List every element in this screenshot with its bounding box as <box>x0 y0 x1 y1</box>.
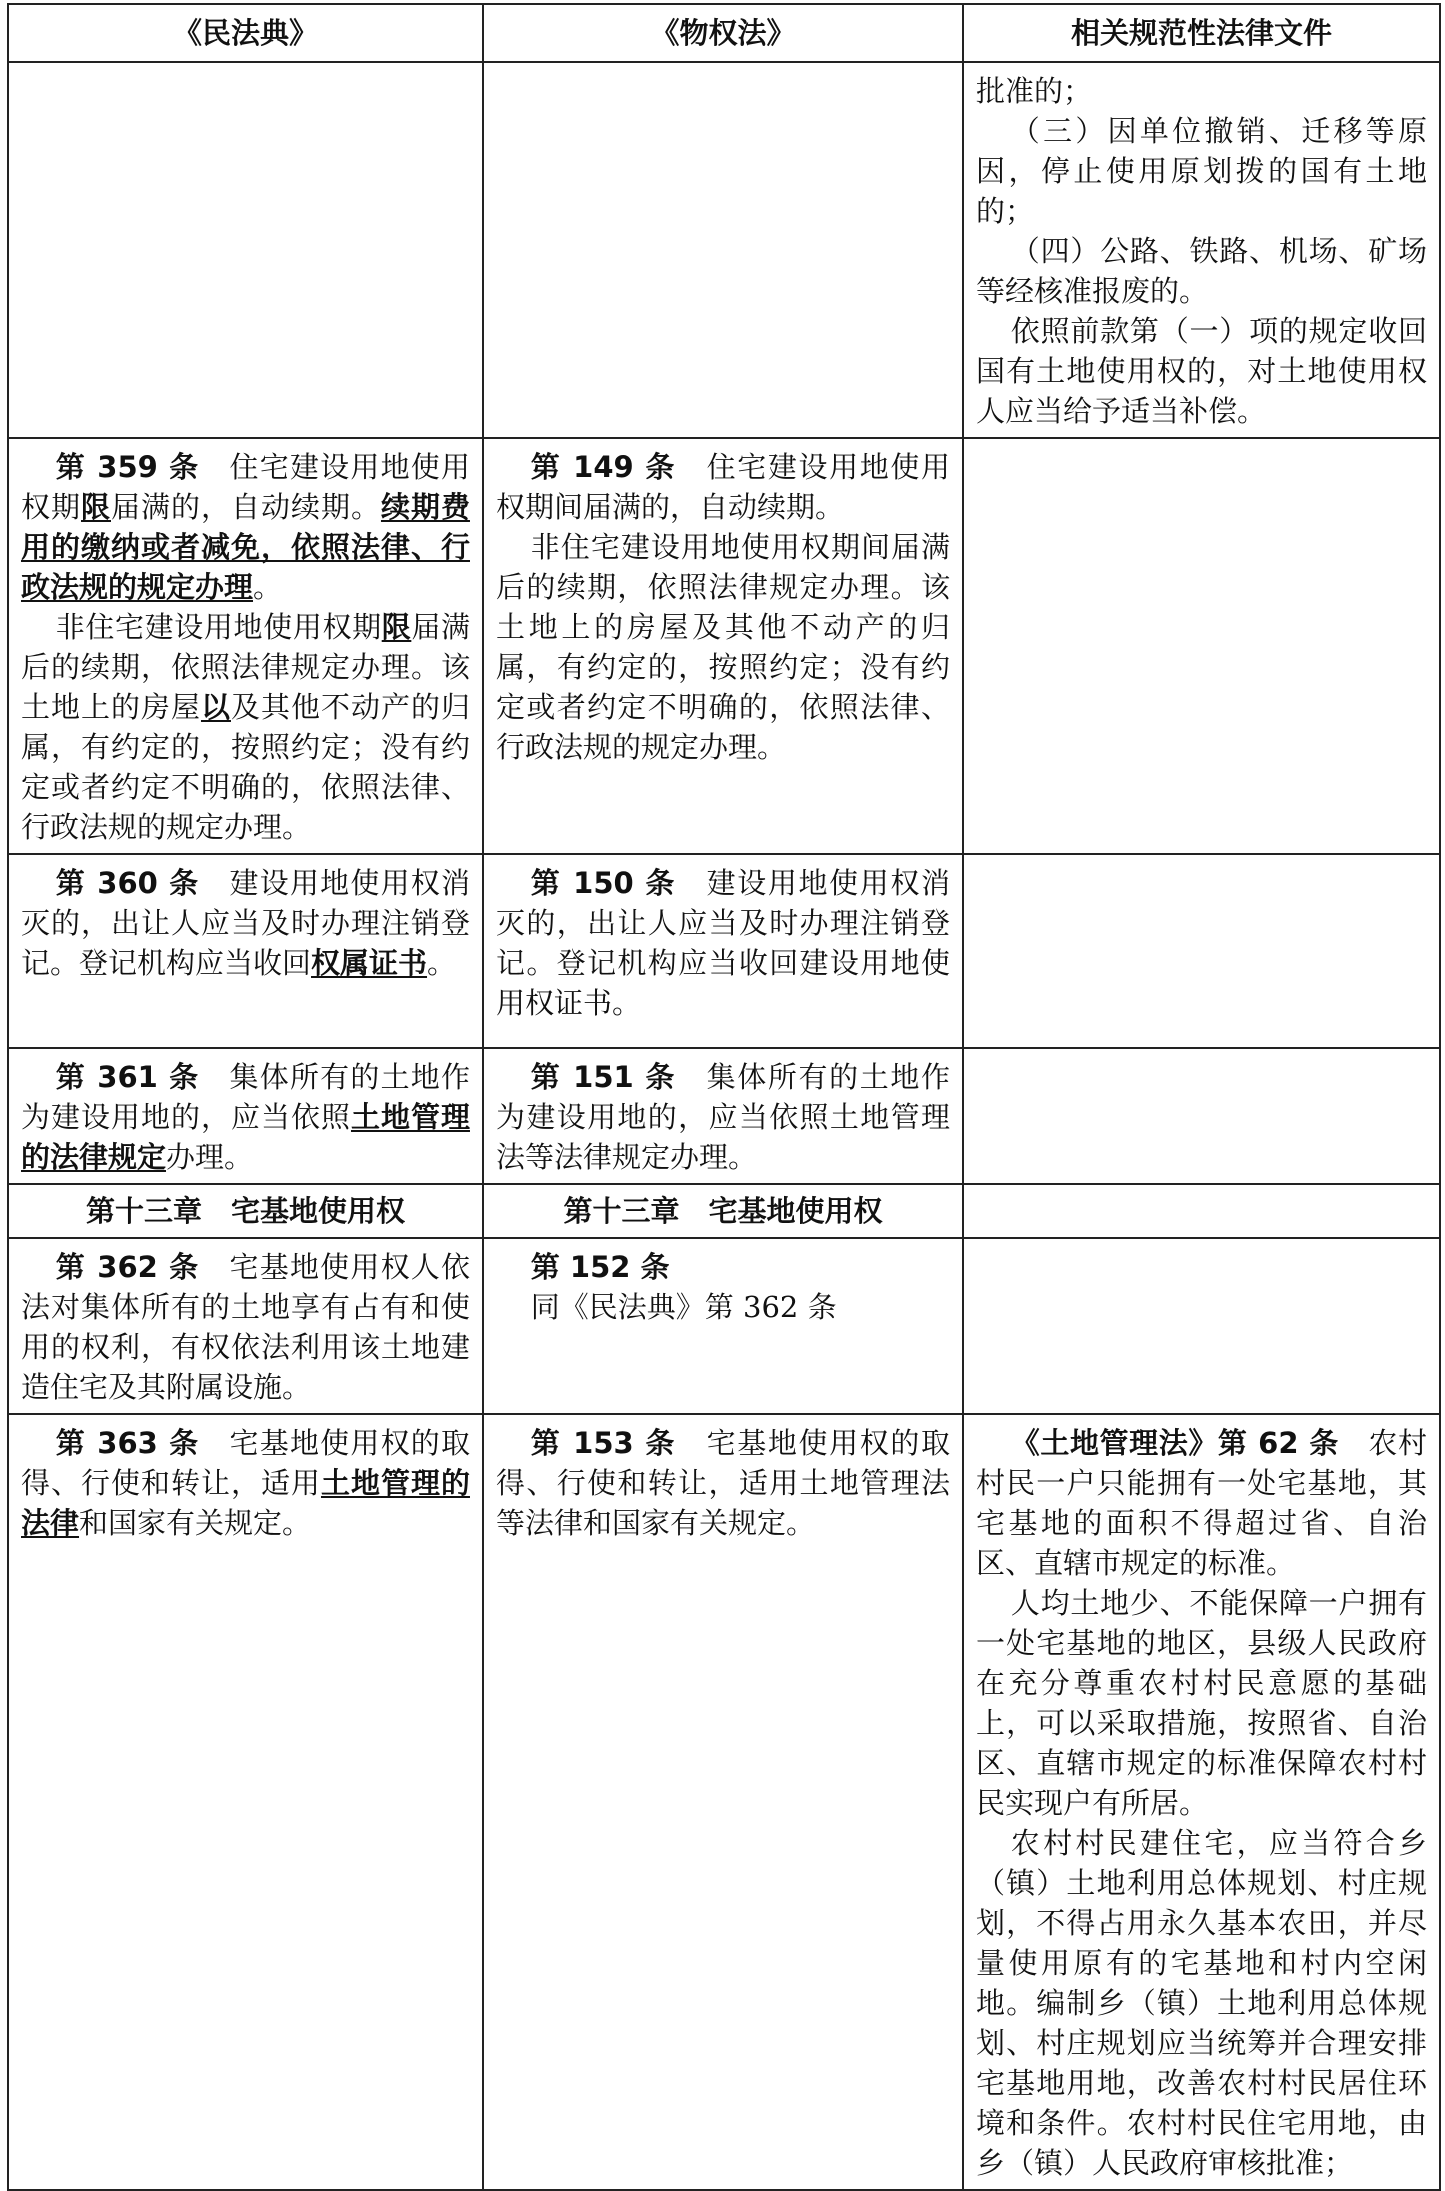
chapter-heading: 第十三章 宅基地使用权 <box>8 1184 483 1238</box>
article-number: 第 152 条 <box>530 1250 670 1284</box>
text: 住宅建设用地使用权期间届满的，自动续期。 <box>496 450 950 524</box>
cell-property-law <box>483 62 963 438</box>
paragraph <box>21 863 470 983</box>
text: 集体所有的土地作为建设用地的，应当依照 <box>21 1060 470 1134</box>
cell-related-documents <box>963 1414 1440 2190</box>
text: 和国家有关规定。 <box>79 1506 312 1540</box>
article-number: 第 363 条 <box>55 1426 200 1460</box>
article-number: 第 359 条 <box>55 450 200 484</box>
table-row <box>8 854 1440 1048</box>
table-row <box>8 1238 1440 1414</box>
paragraph <box>21 1247 470 1407</box>
text: 建设用地使用权消灭的，出让人应当及时办理注销登记。登记机构应当收回 <box>21 866 470 980</box>
paragraph <box>496 1057 950 1177</box>
article-number: 第 151 条 <box>530 1060 677 1094</box>
article-number: 第 360 条 <box>55 866 200 900</box>
amended-text: 限 <box>81 490 111 524</box>
paragraph <box>21 447 470 607</box>
cell-property-law <box>483 438 963 854</box>
text: 办理。 <box>166 1140 254 1174</box>
cell-civil-code <box>8 1414 483 2190</box>
text: 建设用地使用权消灭的，出让人应当及时办理注销登记。登记机构应当收回建设用地使用权证书。 <box>496 866 950 1020</box>
paragraph <box>496 1247 950 1287</box>
paragraph <box>21 1423 470 1543</box>
article-number: 第 361 条 <box>55 1060 200 1094</box>
chapter-row <box>8 1184 1440 1238</box>
amended-text: 续期费用的缴纳或者减免，依照法律、行政法规的规定办理 <box>21 490 470 604</box>
text: 农村村民一户只能拥有一处宅基地，其宅基地的面积不得超过省、自治区、直辖市规定的标准。 <box>976 1426 1427 1580</box>
text: 宅基地使用权的取得、行使和转让，适用 <box>21 1426 470 1500</box>
table-row <box>8 438 1440 854</box>
cell-related-documents <box>963 438 1440 854</box>
cell-civil-code <box>8 62 483 438</box>
cell-civil-code <box>8 438 483 854</box>
cell-related-documents <box>963 1184 1440 1238</box>
paragraph: 农村村民建住宅，应当符合乡（镇）土地利用总体规划、村庄规划，不得占用永久基本农田，并尽量使用原有的宅基地和村内空闲地。编制乡（镇）土地利用总体规划、村庄规划应当统筹并合理安排宅基地用地，改善农村村民居住环境和条件。农村村民住宅用地，由乡（镇）人民政府审核批准； <box>976 1826 1427 2180</box>
article-number: 第 149 条 <box>530 450 677 484</box>
comparison-table <box>7 3 1441 2191</box>
header-property-law: 《物权法》 <box>483 4 963 62</box>
amended-text: 土地管理的法律 <box>21 1466 470 1540</box>
paragraph: 同《民法典》第 362 条 <box>530 1290 837 1324</box>
text: 住宅建设用地使用权期 <box>21 450 470 524</box>
amended-text: 限 <box>381 610 412 644</box>
paragraph <box>976 1423 1427 1583</box>
paragraph: 批准的； <box>976 74 1093 108</box>
cell-civil-code <box>8 1048 483 1184</box>
paragraph: 人均土地少、不能保障一户拥有一处宅基地的地区，县级人民政府在充分尊重农村村民意愿的基础上，可以采取措施，按照省、自治区、直辖市规定的标准保障农村村民实现户有所居。 <box>976 1586 1427 1820</box>
text: 宅基地使用权的取得、行使和转让，适用土地管理法等法律和国家有关规定。 <box>496 1426 950 1540</box>
article-number: 第 362 条 <box>55 1250 200 1284</box>
article-number: 第 150 条 <box>530 866 677 900</box>
paragraph <box>21 1057 470 1177</box>
paragraph <box>21 607 470 847</box>
amended-text: 土地管理的法律规定 <box>21 1100 470 1174</box>
paragraph: 非住宅建设用地使用权期间届满后的续期，依照法律规定办理。该土地上的房屋及其他不动产的归属，有约定的，按照约定；没有约定或者约定不明确的，依照法律、行政法规的规定办理。 <box>496 530 950 764</box>
article-number: 《土地管理法》第 62 条 <box>1010 1426 1339 1460</box>
chapter-heading: 第十三章 宅基地使用权 <box>483 1184 963 1238</box>
cell-property-law <box>483 1414 963 2190</box>
cell-property-law <box>483 1238 963 1414</box>
cell-property-law <box>483 1048 963 1184</box>
amended-text: 权属证书 <box>311 946 428 980</box>
paragraph: （三）因单位撤销、迁移等原因，停止使用原划拨的国有土地的； <box>976 114 1427 228</box>
paragraph <box>496 447 950 527</box>
paragraph <box>496 863 950 1023</box>
paragraph <box>496 1423 950 1543</box>
cell-civil-code <box>8 1238 483 1414</box>
amended-text: 以 <box>200 690 231 724</box>
header-civil-code: 《民法典》 <box>8 4 483 62</box>
text: 届满的，自动续期。 <box>111 490 381 524</box>
text: 。 <box>253 570 283 604</box>
header-related-documents: 相关规范性法律文件 <box>963 4 1440 62</box>
cell-civil-code <box>8 854 483 1048</box>
paragraph: （四）公路、铁路、机场、矿场等经核准报废的。 <box>976 234 1427 308</box>
cell-related-documents <box>963 1238 1440 1414</box>
table-row <box>8 62 1440 438</box>
text: 。 <box>427 946 457 980</box>
paragraph: 依照前款第（一）项的规定收回国有土地使用权的，对土地使用权人应当给予适当补偿。 <box>976 314 1427 428</box>
text: 及其他不动产的归属，有约定的，按照约定；没有约定或者约定不明确的，依照法律、行政法规的规定办理。 <box>21 690 470 844</box>
header-row <box>8 4 1440 62</box>
cell-related-documents <box>963 854 1440 1048</box>
text: 届满后的续期，依照法律规定办理。该土地上的房屋 <box>21 610 470 724</box>
cell-related-documents <box>963 1048 1440 1184</box>
text: 非住宅建设用地使用权期 <box>55 610 382 644</box>
text: 集体所有的土地作为建设用地的，应当依照土地管理法等法律规定办理。 <box>496 1060 950 1174</box>
cell-property-law <box>483 854 963 1048</box>
table-row <box>8 1048 1440 1184</box>
table-row <box>8 1414 1440 2190</box>
text: 宅基地使用权人依法对集体所有的土地享有占有和使用的权利，有权依法利用该土地建造住宅及其附属设施。 <box>21 1250 470 1404</box>
cell-related-documents <box>963 62 1440 438</box>
article-number: 第 153 条 <box>530 1426 677 1460</box>
